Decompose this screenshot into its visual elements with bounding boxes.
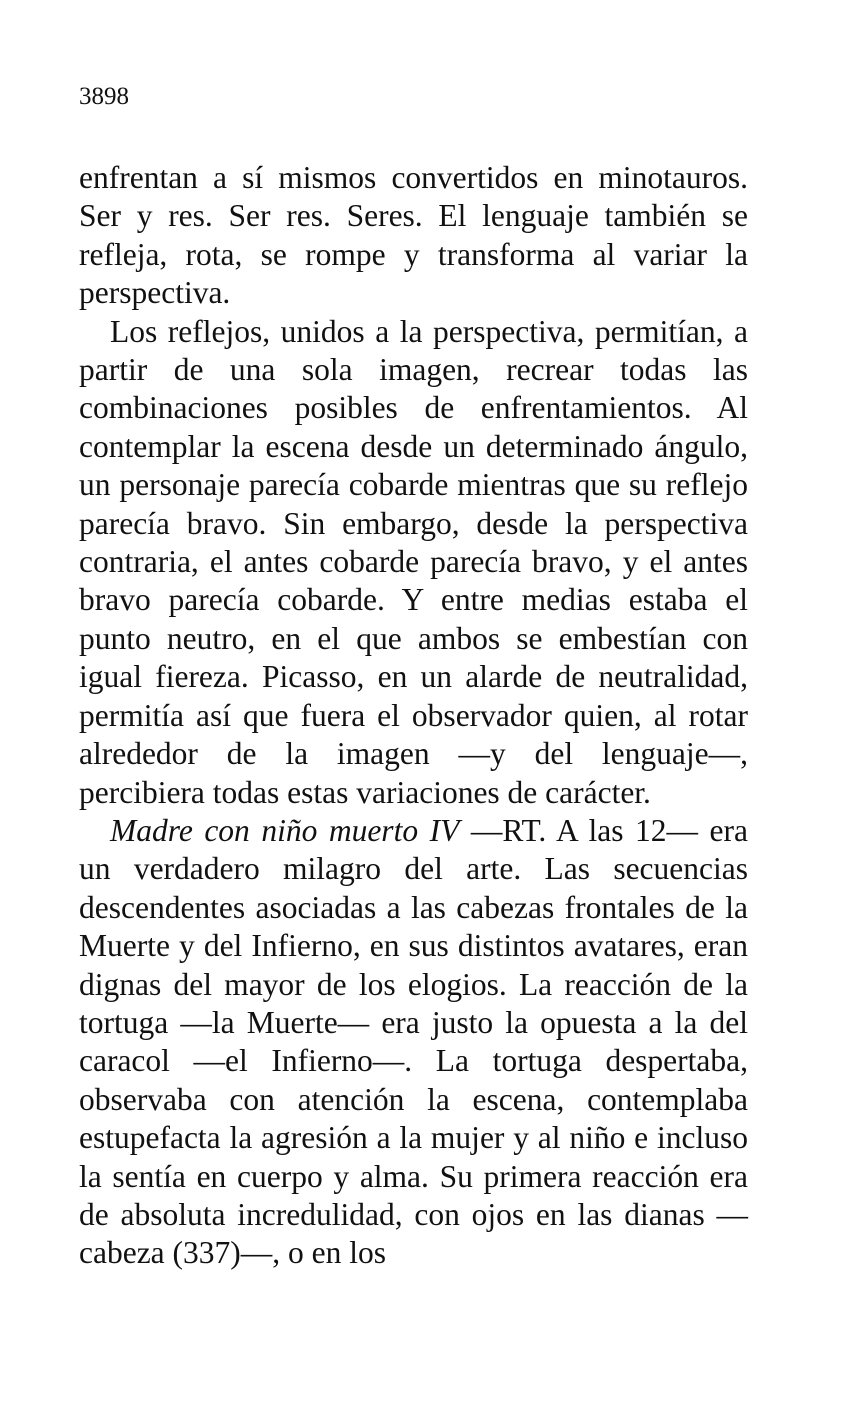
book-page <box>79 78 748 1273</box>
paragraph-continuation: enfrentan a sí mismos convertidos en minotauros. Ser y res. Ser res. Seres. El lenguaje también se refleja, rota, se rompe y transforma al variar la perspectiva. <box>79 160 748 311</box>
page-number: 3898 <box>79 83 129 110</box>
paragraph-reflections: Los reflejos, unidos a la perspectiva, permitían, a partir de una sola imagen, recrear todas las combinaciones posibles de enfrentamientos. Al contemplar la escena desde un determinado ángulo, un personaje parecía cobarde mientras que su reflejo parecía bravo. Sin embargo, desde la perspectiva contraria, el antes cobarde parecía bravo, y el antes bravo parecía cobarde. Y entre medias estaba el punto neutro, en el que ambos se embestían con igual fiereza. Picasso, en un alarde de neutralidad, permitía así que fuera el observador quien, al rotar alrededor de la imagen —y del lenguaje—, percibiera todas estas variaciones de carácter. <box>79 313 748 810</box>
paragraph-madre-con-nino <box>79 812 748 1273</box>
artwork-title: Madre con niño muerto IV <box>110 812 460 848</box>
paragraph-body-text: —RT. A las 12— era un verdadero milagro del arte. Las secuencias descendentes asociadas a las cabezas frontales de la Muerte y del Infierno, en sus distintos avatares, eran dignas del mayor de los elogios. La reacción de la tortuga —la Muerte— era justo la opuesta a la del caracol —el Infierno—. La tortuga despertaba, observaba con atención la escena, contemplaba estupefacta la agresión a la mujer y al niño e incluso la sentía en cuerpo y alma. Su primera reacción era de absoluta incredulidad, con ojos en las dianas —cabeza (337)—, o en los <box>79 812 749 1271</box>
